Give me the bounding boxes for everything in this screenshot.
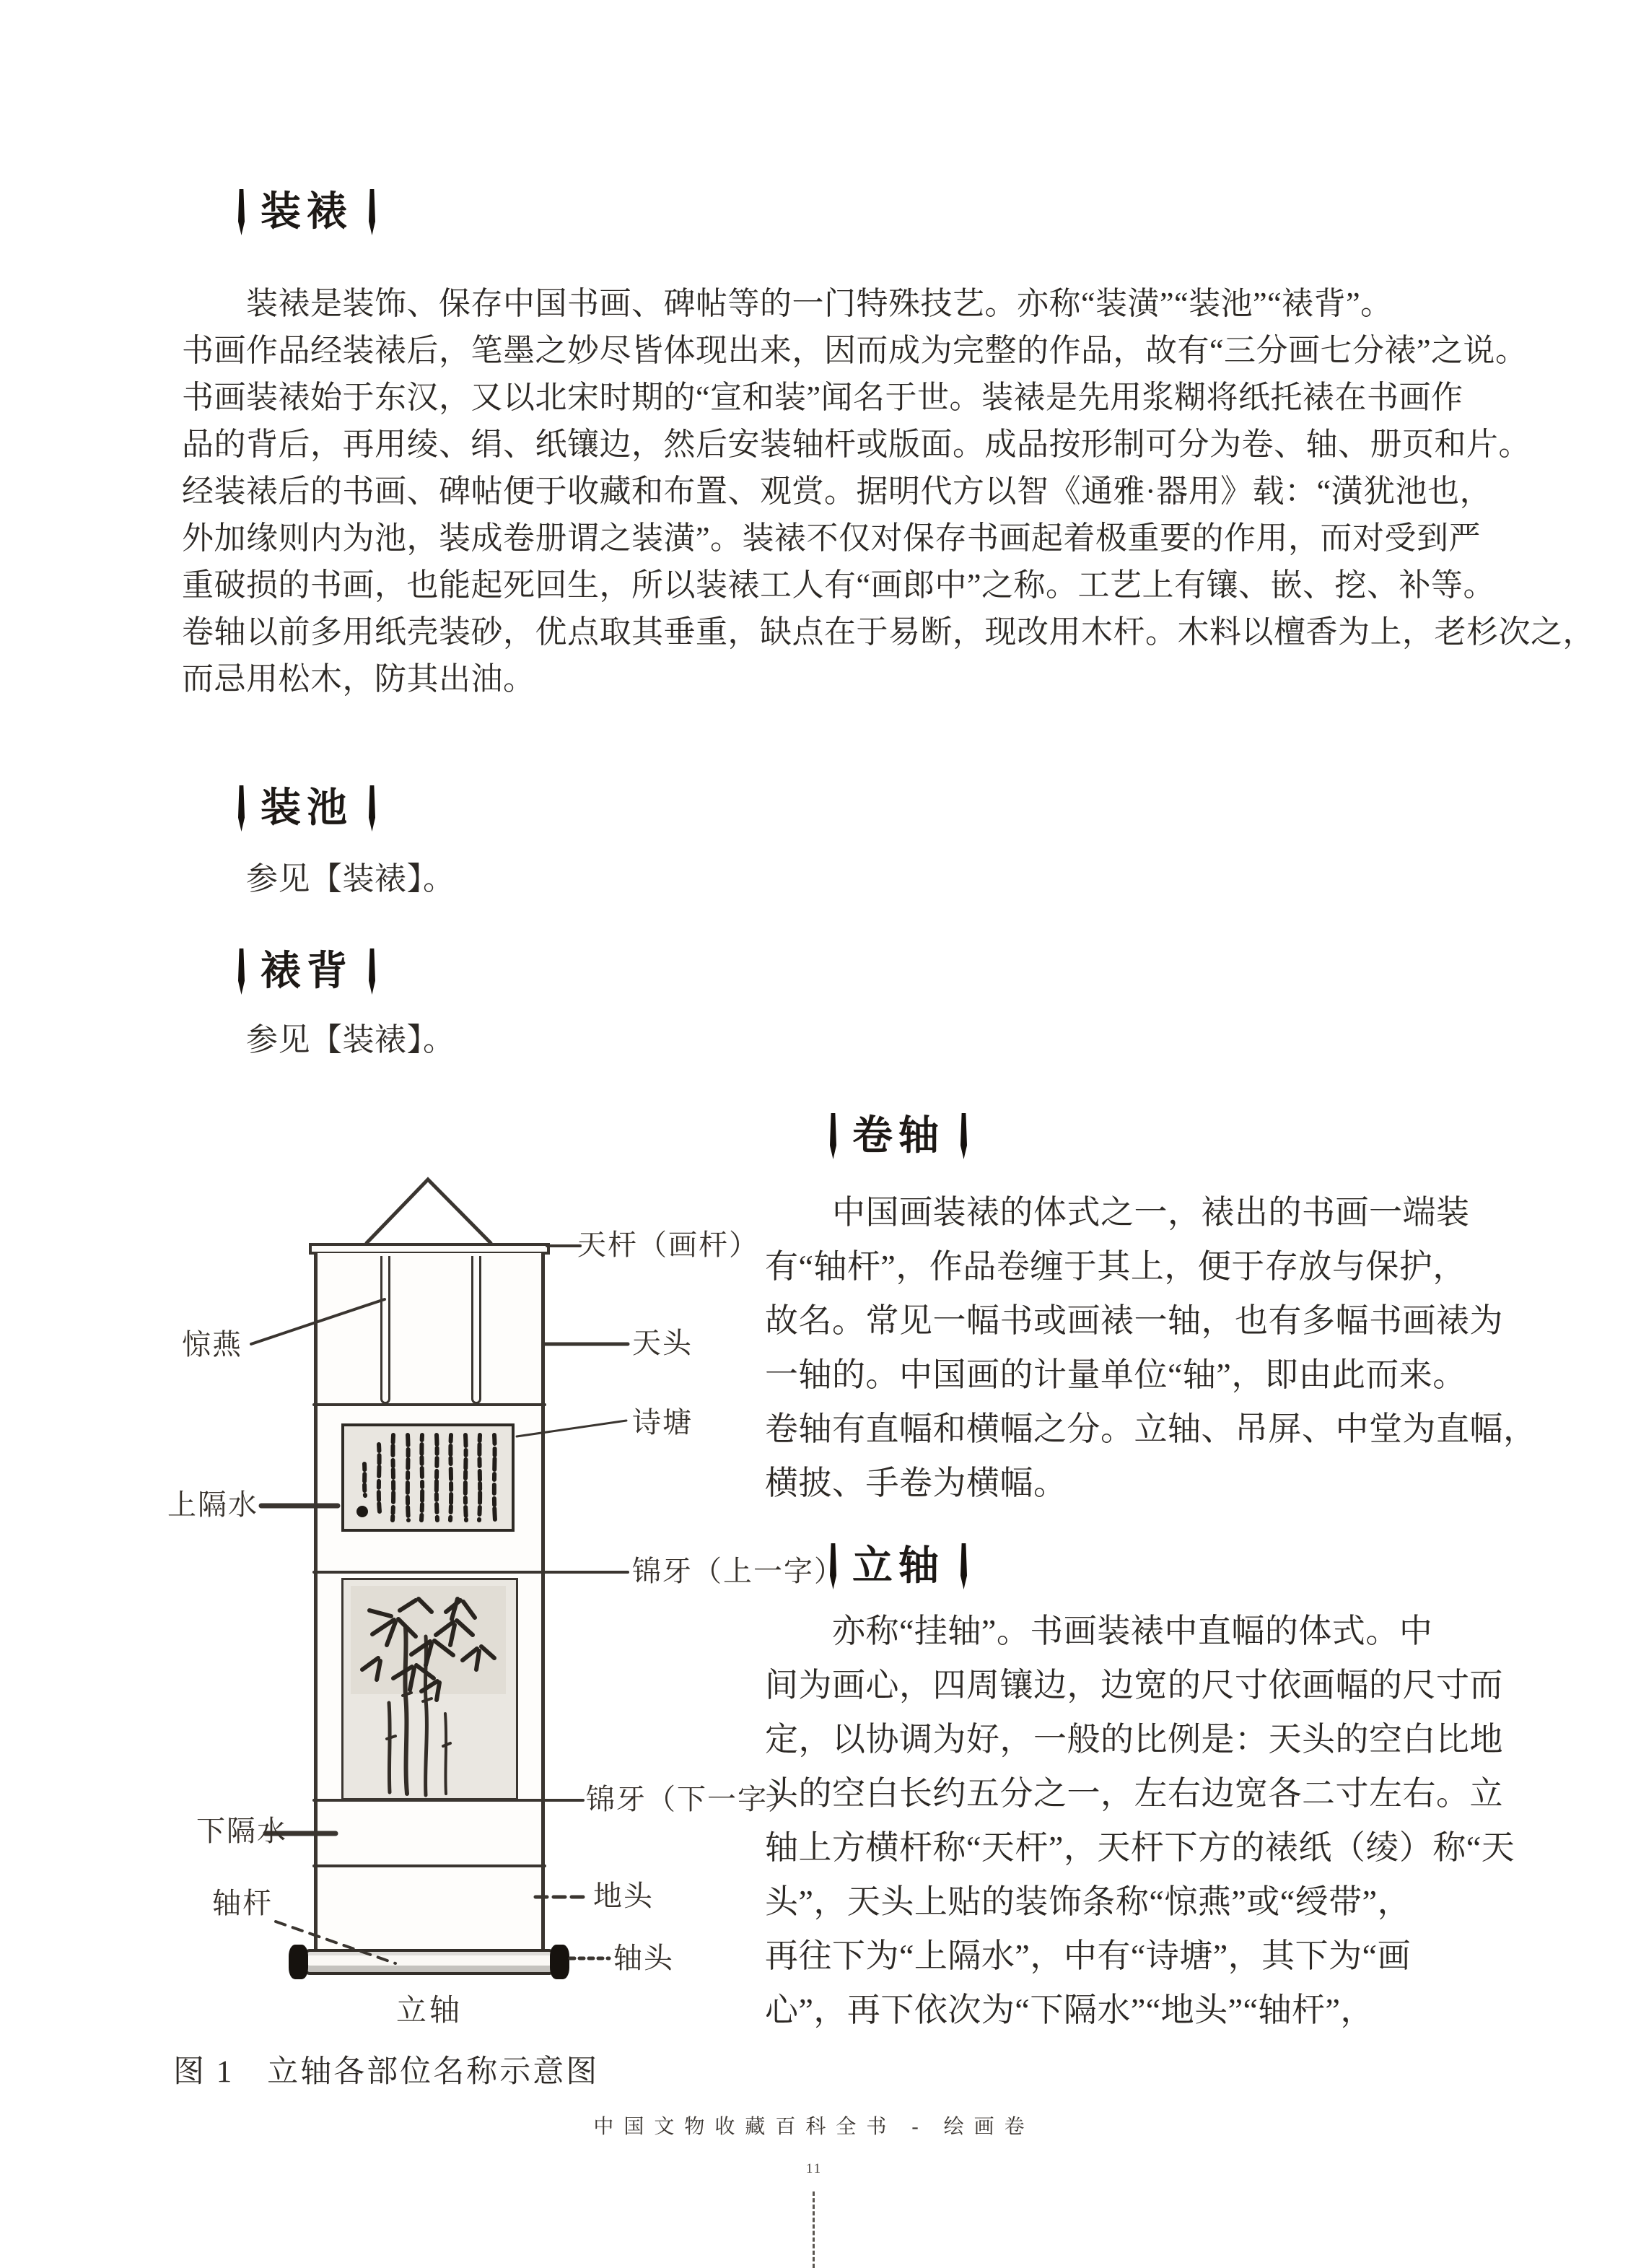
text-line: 头”，天头上贴的装饰条称“惊燕”或“绶带”， (765, 1883, 1412, 1920)
text-line: 重破损的书画，也能起死回生，所以装裱工人有“画郎中”之称。工艺上有镶、嵌、挖、补等。 (182, 567, 1496, 603)
label-zhoutou: 轴头 (613, 1942, 674, 1974)
heading-bar-icon (369, 189, 375, 235)
entry-term: 卷轴 (852, 1114, 945, 1159)
entry-body-zhuangchi (182, 855, 1453, 902)
label-jinya-xia: 锦牙（下一字） (586, 1783, 798, 1815)
label-shitang: 诗塘 (632, 1406, 693, 1439)
label-tiangan: 天杆（画杆） (577, 1229, 759, 1261)
label-xia-geshui: 下隔水 (196, 1815, 287, 1847)
heading-bar-icon (369, 785, 375, 832)
page-number: 11 (805, 2161, 823, 2176)
hanging-cord-icon (367, 1179, 491, 1243)
label-jinya-shang: 锦牙（上一字） (632, 1555, 844, 1587)
text-line: 品的背后，再用绫、绢、纸镶边，然后安装轴杆或版面。成品按形制可分为卷、轴、册页和片。 (182, 427, 1531, 462)
entry-body-biaobei (182, 1016, 1453, 1063)
label-jingyan: 惊燕 (182, 1328, 242, 1361)
text-line: 卷轴以前多用纸壳装砂，优点取其垂重，缺点在于易断，现改用木杆。木料以檀香为上，老杉次之， (182, 614, 1595, 650)
entry-heading-zhuangbiao (238, 189, 375, 235)
figure-caption: 图 1 立轴各部位名称示意图 (173, 2055, 600, 2089)
entry-heading-zhuangchi (238, 785, 375, 832)
entry-heading-biaobei (238, 948, 375, 995)
entry-body-zhuangbiao (182, 280, 1595, 702)
heading-bar-icon (369, 948, 375, 995)
entry-body-juanzhou (765, 1185, 1537, 1510)
text-line: 中国画装裱的体式之一，裱出的书画一端装 (765, 1194, 1470, 1231)
diagram-lines (101, 1140, 837, 2101)
heading-bar-icon (960, 1543, 967, 1589)
text-line: 装裱是装饰、保存中国书画、碑帖等的一门特殊技艺。亦称“装潢”“装池”“裱背”。 (182, 286, 1393, 321)
center-fold-mark (813, 2191, 815, 2268)
text-line: 书画作品经装裱后，笔墨之妙尽皆体现出来，因而成为完整的作品，故有“三分画七分裱”之说。 (182, 333, 1528, 368)
text-line: 有“轴杆”，作品卷缠于其上，便于存放与保护， (765, 1248, 1466, 1285)
text-line: 外加缘则内为池，装成卷册谓之装潢”。装裱不仅对保存书画起着极重要的作用，而对受到严 (182, 520, 1482, 556)
text-line: 间为画心，四周镶边，边宽的尺寸依画幅的尺寸而 (765, 1667, 1503, 1704)
text-line: 故名。常见一幅书或画裱一轴，也有多幅书画裱为 (765, 1302, 1503, 1339)
label-ditou: 地头 (593, 1880, 654, 1912)
heading-bar-icon (960, 1113, 967, 1159)
text-line: 经装裱后的书画、碑帖便于收藏和布置、观赏。据明代方以智《通雅·器用》载：“潢犹池也， (182, 474, 1492, 509)
text-line: 参见【装裱】。 (182, 1022, 455, 1057)
text-line: 卷轴有直幅和横幅之分。立轴、吊屏、中堂为直幅， (765, 1410, 1537, 1447)
entry-heading-lizhou (830, 1543, 967, 1589)
label-zhougan: 轴杆 (212, 1887, 273, 1919)
text-line: 参见【装裱】。 (182, 861, 455, 897)
text-line: 亦称“挂轴”。书画装裱中直幅的体式。中 (765, 1613, 1433, 1649)
text-line: 头的空白长约五分之一，左右边宽各二寸左右。立 (765, 1775, 1503, 1812)
heading-bar-icon (238, 189, 245, 235)
heading-bar-icon (238, 785, 245, 832)
entry-term: 立轴 (852, 1544, 945, 1589)
entry-heading-juanzhou (830, 1113, 967, 1159)
entry-term: 裱背 (261, 949, 353, 994)
text-line: 一轴的。中国画的计量单位“轴”，即由此而来。 (765, 1356, 1466, 1393)
text-line: 横披、手卷为横幅。 (765, 1465, 1067, 1501)
heading-bar-icon (238, 948, 245, 995)
label-shang-geshui: 上隔水 (167, 1488, 258, 1521)
text-line: 书画装裱始于东汉，又以北宋时期的“宣和装”闻名于世。装裱是先用浆糊将纸托裱在书画作 (182, 380, 1463, 415)
text-line: 轴上方横杆称“天杆”，天杆下方的裱纸（绫）称“天 (765, 1829, 1515, 1866)
entry-term: 装裱 (261, 190, 353, 235)
scroll-name-label: 立轴 (395, 1994, 463, 2028)
text-line: 再往下为“上隔水”，中有“诗塘”，其下为“画 (765, 1937, 1412, 1974)
text-line: 而忌用松木，防其出油。 (182, 661, 535, 697)
label-tiantou: 天头 (632, 1327, 693, 1359)
entry-term: 装池 (261, 786, 353, 831)
text-line: 心”，再下依次为“下隔水”“地头”“轴杆”， (765, 1992, 1374, 2028)
text-line: 定，以协调为好，一般的比例是：天头的空白比地 (765, 1721, 1503, 1758)
entry-body-lizhou (765, 1604, 1515, 2037)
running-footer-book-title: 中国文物收藏百科全书 - 绘画卷 (593, 2116, 1035, 2138)
